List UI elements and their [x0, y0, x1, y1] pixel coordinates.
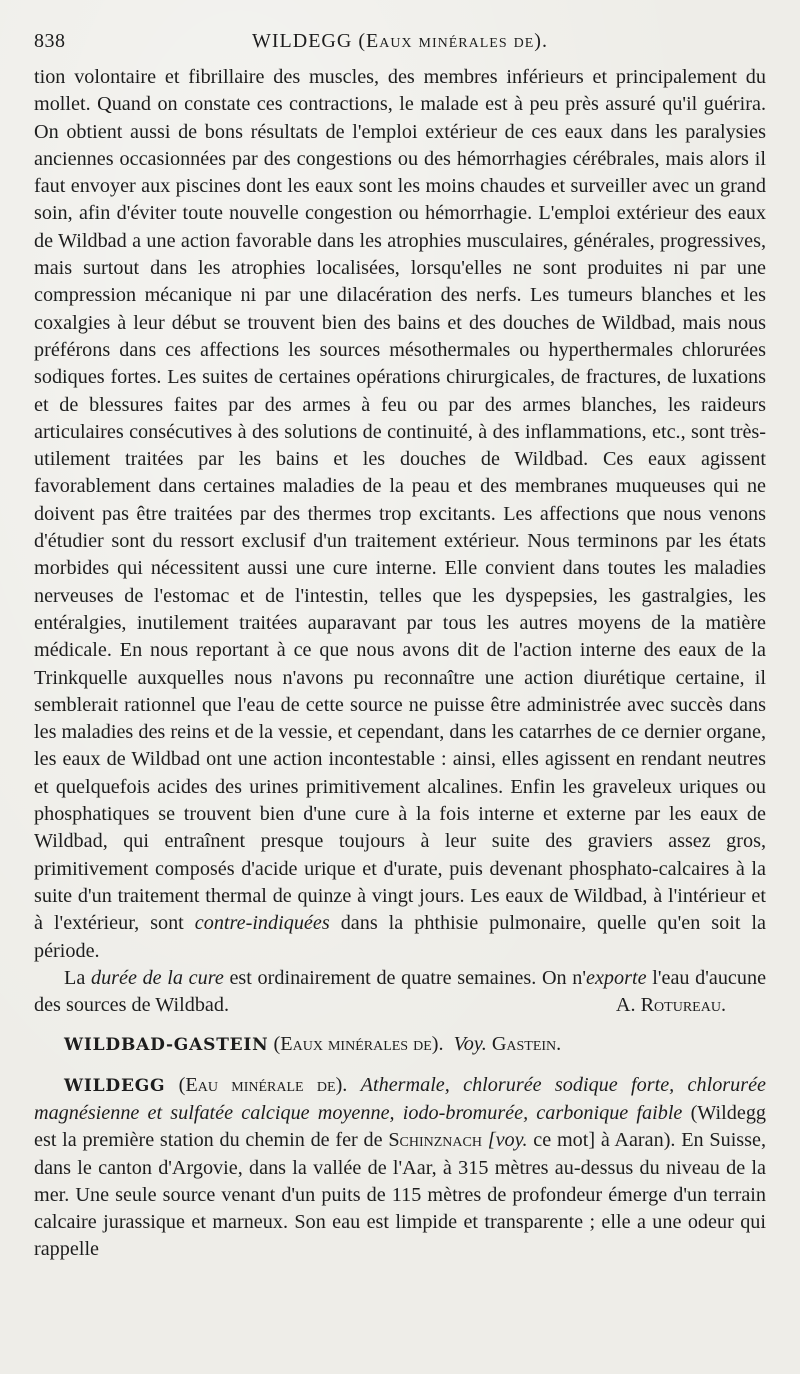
paragraph-text-end: dans la phthisie pulmonaire, quelle qu'en soit la période.: [34, 912, 766, 962]
page-header: [34, 30, 766, 64]
page-number: 838: [34, 30, 66, 52]
entry-classification: Athermale, chlorurée sodique forte, chlorurée magnésienne et sulfatée calcique moyenne, iodo-bromurée, carbonique faible: [34, 1073, 767, 1124]
paragraph-text: La: [64, 966, 86, 989]
italic-term: exporte: [586, 966, 647, 989]
entry-wildegg: [34, 1072, 766, 1264]
cross-reference: Schinznach: [388, 1129, 482, 1152]
author-signature: A. Rotureau.: [615, 994, 726, 1017]
duration-paragraph: [34, 965, 766, 1020]
entry-heading: WILDEGG: [64, 1075, 166, 1096]
continued-paragraph: [34, 64, 766, 965]
page-body: [34, 64, 766, 1264]
italic-term: durée de la cure: [90, 966, 224, 989]
entry-wildbad-gastein: [34, 1031, 766, 1059]
paragraph-text: est ordinairement de quatre semaines. On n': [229, 966, 587, 989]
entry-subheading: (Eau minérale de).: [178, 1073, 348, 1096]
entry-text: ce mot] à Aaran). En Suisse, dans le canton d'Argovie, dans la vallée de l'Aar, à 315 mètres au-dessus du niveau de la mer. Une seule source venant d'un puits de 115 mètres de profondeur émerge d'un terrain calcaire jurassique et marneux. Son eau est limpide et transparente ; elle a une odeur qui rappelle: [34, 1129, 767, 1261]
running-title: [34, 30, 766, 53]
running-title-main: WILDEGG: [252, 30, 353, 52]
paragraph-text-end: l'eau d'aucune des sources de Wildbad.: [34, 966, 767, 1017]
paragraph-text: tion volontaire et fibrillaire des muscles, des membres inférieurs et principalement du mollet. Quand on constate ces contractions, le malade est à peu près assuré qu'il guérira. On obtient aussi de bons résultats de l'emploi extérieur de ces eaux dans les paralysies anciennes occasionnées par des congestions ou des hémorrhagies cérébrales, mais alors il faut envoyer aux piscines dont les eaux sont les moins chaudes et surveiller avec un grand soin, afin d'éviter toute nouvelle congestion ou hémorrhagie. L'emploi extérieur des eaux de Wildbad a une action favorable dans les atrophies musculaires, générales, progressives, mais surtout dans les atrophies localisées, lorsqu'elles ne sont produites ni par une compression mécanique ni par une dilacération des nerfs. Les tumeurs blanches et les coxalgies à leur début se trouvent bien des bains et des douches de Wildbad, mais nous préférons dans ces affections les sources mésothermales ou hyperthermales chlorurées sodiques fortes. Les suites de certaines opérations chirurgicales, de fractures, de luxations et de blessures faites par des armes à feu ou par des armes blanches, les raideurs articulaires consécutives à des solutions de continuité, à des inflammations, etc., sont très-utilement traitées par les bains et les douches de Wildbad. Ces eaux agissent favorablement dans certaines maladies de la peau et des membranes muqueuses qui ne doivent pas être traitées par des thermes trop excitants. Les affections que nous venons d'étudier sont du ressort exclusif d'un traitement extérieur. Nous terminons par les états morbides qui nécessitent aussi une cure interne. Elle convient dans toutes les maladies nerveuses de l'estomac et de l'intestin, telles que les dyspepsies, les gastralgies, les entéralgies, inutilement traitées auparavant par tous les autres moyens de la matière médicale. En nous reportant à ce que nous avons dit de l'action interne des eaux de la Trinkquelle auxquelles nous n'avons pu reconnaître une action diurétique certaine, il semblerait rationnel que l'eau de cette source ne puisse être administrée avec succès dans les maladies des reins et de la vessie, et cependant, dans les catarrhes de ce dernier organe, les eaux de Wildbad ont une action incontestable : ainsi, elles agissent en rendant neutres et quelquefois acides des urines primitivement alcalines. Enfin les graveleux uriques ou phosphatiques se trouvent bien d'une cure à la fois interne et externe par les eaux de Wildbad, qui entraînent presque toujours à leur suite des graviers assez gros, primitivement composés d'acide urique et d'urate, puis devenant phosphato-calcaires à la suite d'un traitement thermal de quinze à vingt jours. Les eaux de Wildbad, à l'intérieur et à l'extérieur, sont: [34, 66, 766, 935]
entry-text: (Wildegg est la première station du chemin de fer de: [34, 1101, 767, 1152]
cross-reference: Gastein.: [491, 1033, 562, 1056]
running-title-sub: (Eaux minérales de).: [358, 30, 548, 52]
italic-term: contre-indiquées: [194, 912, 330, 935]
entry-heading: WILDBAD-GASTEIN: [64, 1035, 269, 1056]
see-also-label: Voy.: [453, 1033, 487, 1056]
see-also-label: [voy.: [487, 1129, 528, 1152]
entry-subheading: (Eaux minérales de).: [273, 1033, 444, 1056]
